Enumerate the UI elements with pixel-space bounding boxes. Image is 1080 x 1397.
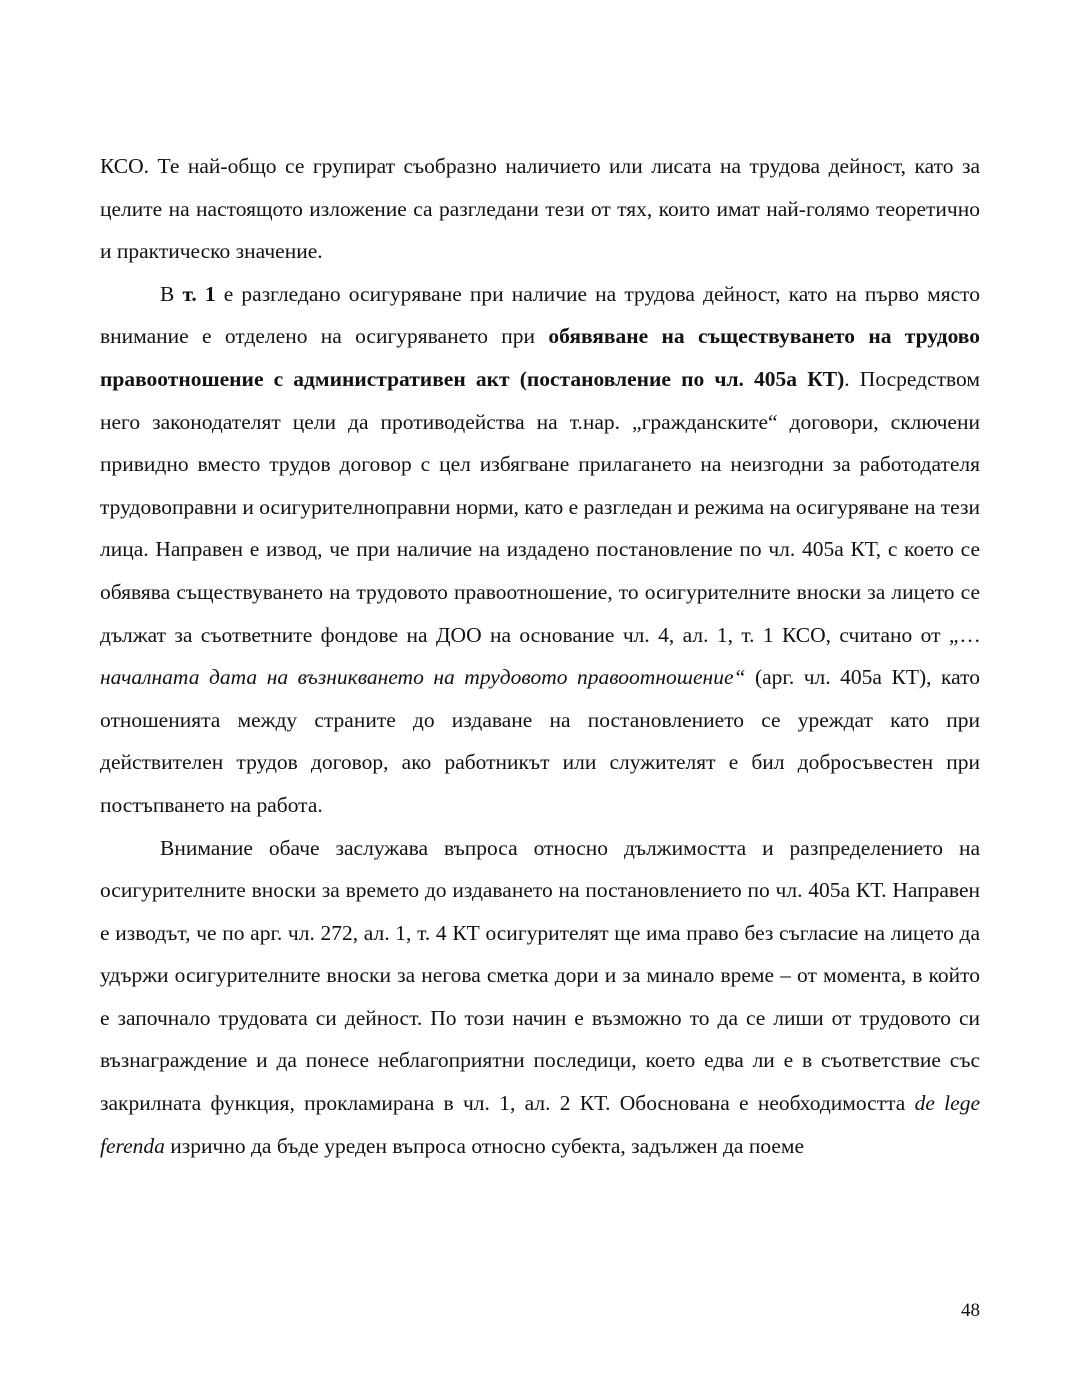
p3-italic-latin: de lege ferenda [100,1091,980,1158]
p2-text-2: е разгледано осигуряване при наличие на трудова дейност, като на първо място внимание е отделено на осигуряването при [100,281,980,349]
p2-text-1: В [160,281,183,306]
p2-bold-topic: обявяване на съществуването на трудово правоотношение с административен акт (постановление по чл. 405а КТ) [100,324,981,391]
paragraph-3 [100,827,980,1168]
p2-text-4: (арг. чл. 405а КТ), като отношенията между страните до издаване на постановлението се уреждат като при действителен трудов договор, ако работникът или служителят е бил добросъвестен при постъпването на работа. [100,665,980,817]
document-body [100,145,980,1167]
p3-text-1: Внимание обаче заслужава въпроса относно дължимостта и разпределението на осигурителните вноски за времето до издаването на постановлението по чл. 405а КТ. Направен е изводът, че по арг. чл. 272, ал. 1, т. 4 КТ осигурителят ще има право без съгласие на лицето да удържи осигурителните вноски за негова сметка дори и за минало време – от момента, в който е започнало трудовата си дейност. По този начин е възможно то да се лиши от трудовото си възнаграждение и да понесе неблагоприятни последици, което едва ли е в съответствие със закрилната функция, прокламирана в чл. 1, ал. 2 КТ. Обоснована е необходимостта [100,835,980,1116]
page-number: 48 [961,1300,980,1321]
p3-text-2: изрично да бъде уреден въпроса относно субекта, задължен да поеме [164,1133,805,1158]
p2-text-3: . Посредством него законодателят цели да противодейства на т.нар. „гражданските“ договори, сключени привидно вместо трудов договор с цел избягване прилагането на неизгодни за работодателя трудовоправни и осигурителноправни норми, като е разгледан и режима на осигуряване на тези лица. Направен е извод, че при наличие на издадено постановление по чл. 405а КТ, с което се обявява съществуването на трудовото правоотношение, то осигурителните вноски за лицето се дължат за съответните фондове на ДОО на основание чл. 4, ал. 1, т. 1 КСО, считано от [100,366,980,647]
paragraph-2 [100,273,980,827]
p1-text: КСО. Те най-общо се групират съобразно наличието или лисата на трудова дейност, като за целите на настоящото изложение са разгледани тези от тях, които имат най-голямо теоретично и практическо значение. [100,154,980,264]
p2-bold-section-ref: т. 1 [182,281,216,306]
p2-italic-quote: „…началната дата на възникването на трудовото правоотношение“ [100,622,980,690]
paragraph-1 [100,145,980,273]
